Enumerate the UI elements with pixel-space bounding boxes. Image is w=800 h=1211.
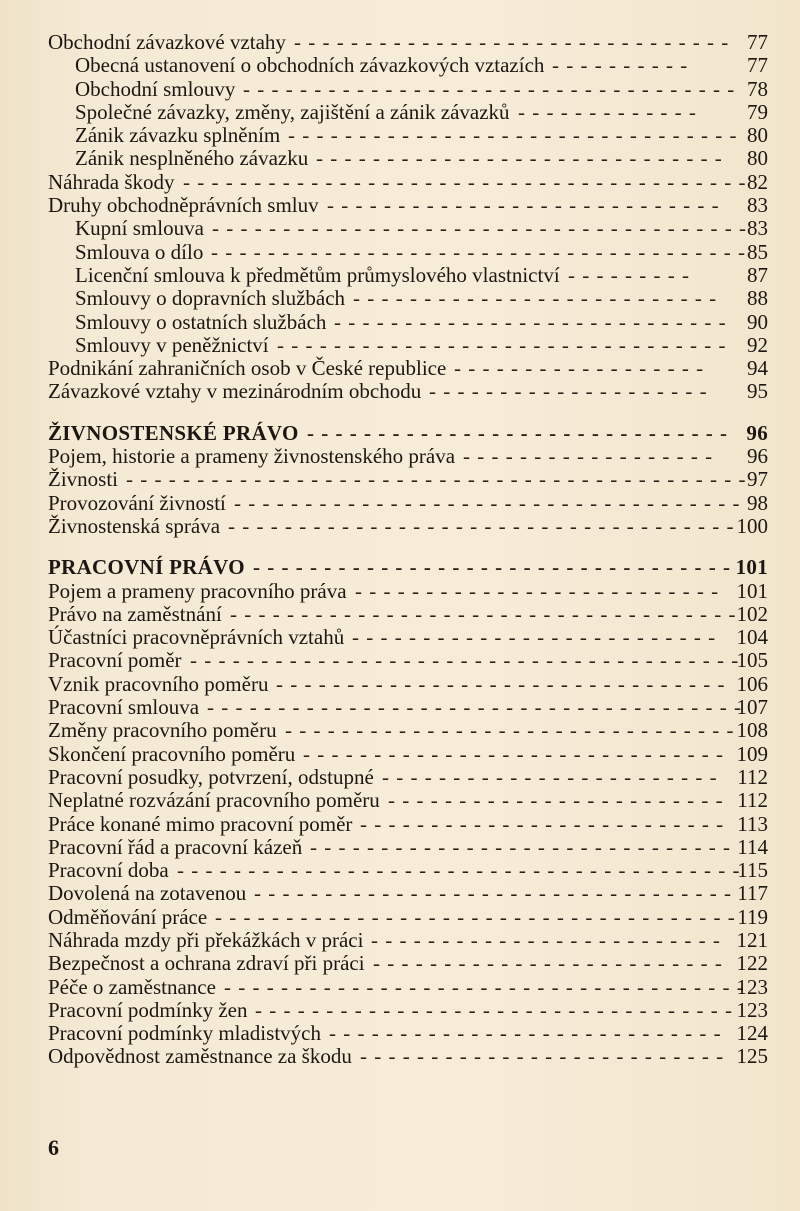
toc-entry bbox=[48, 952, 768, 975]
dash-leader: - - - - - - - - - - - - - - - - - - - - - - - - - - - - bbox=[329, 1021, 722, 1046]
toc-entry bbox=[48, 696, 768, 719]
toc-entry-title: Pojem a prameny pracovního práva bbox=[48, 578, 347, 603]
toc-entry-page: 114 bbox=[737, 834, 768, 859]
toc-entry-page: 100 bbox=[736, 513, 768, 538]
toc-entry bbox=[48, 31, 768, 54]
toc-entry-title: Zánik závazku splněním bbox=[75, 123, 281, 148]
toc-entry-page: 92 bbox=[747, 332, 768, 357]
dash-leader: - - - - - - - - - - - - - - - - - - - - - - - - - - - - - - - - - - - - - bbox=[224, 974, 745, 999]
toc-entry-page: 82 bbox=[747, 169, 768, 194]
toc-entry bbox=[48, 515, 768, 538]
toc-entry-title: Neplatné rozvázání pracovního poměru bbox=[48, 788, 380, 813]
toc-entry-title: Smlouva o dílo bbox=[75, 239, 204, 264]
toc-entry-page: 112 bbox=[737, 764, 768, 789]
toc-entry bbox=[48, 287, 768, 310]
toc-entry-page: 90 bbox=[747, 309, 768, 334]
toc-entry-title: Smlouvy o ostatních službách bbox=[75, 309, 327, 334]
toc-entry bbox=[48, 380, 768, 403]
table-of-contents bbox=[48, 31, 768, 1069]
toc-entry-title: Provozování živností bbox=[48, 490, 226, 515]
toc-entry-title: ŽIVNOSTENSKÉ PRÁVO bbox=[48, 420, 299, 445]
toc-entry-title: Účastníci pracovněprávních vztahů bbox=[48, 625, 345, 650]
toc-entry-page: 80 bbox=[747, 123, 768, 148]
toc-entry bbox=[48, 976, 768, 999]
toc-entry-page: 113 bbox=[737, 811, 768, 836]
dash-leader: - - - - - - - - - bbox=[568, 262, 690, 287]
dash-leader: - - - - - - - - - - - - - - - - - - - - - - - - - - - - - - - - bbox=[288, 123, 738, 148]
toc-entry-page: 96 bbox=[746, 420, 768, 445]
toc-entry-title: Vznik pracovního poměru bbox=[48, 671, 269, 696]
dash-leader: - - - - - - - - - - - - - - - - - - - - - - - - - - - - - - - - - - - - bbox=[230, 601, 737, 626]
toc-entry bbox=[48, 468, 768, 491]
toc-entry bbox=[48, 147, 768, 170]
toc-entry-page: 95 bbox=[747, 379, 768, 404]
toc-entry bbox=[48, 54, 768, 77]
dash-leader: - - - - - - - - - - bbox=[552, 53, 689, 78]
dash-leader: - - - - - - - - - - - - - - - - - - - - bbox=[429, 379, 708, 404]
dash-leader: - - - - - - - - - - - - - - - - - - - - - - - - - - - - - - bbox=[310, 834, 732, 859]
dash-leader: - - - - - - - - - - - - - - - - - - - - - - - - - - - - - - - - - - - - bbox=[234, 490, 741, 515]
toc-entry-title: Pracovní doba bbox=[48, 858, 169, 883]
toc-entry bbox=[48, 673, 768, 696]
toc-entry-title: Druhy obchodněprávních smluv bbox=[48, 193, 319, 218]
toc-entry-page: 79 bbox=[747, 99, 768, 124]
toc-entry-title: Podnikání zahraničních osob v České republice bbox=[48, 356, 447, 381]
toc-entry bbox=[48, 836, 768, 859]
toc-entry bbox=[48, 101, 768, 124]
dash-leader: - - - - - - - - - - - - - - - - - - - - - - - - - - - - - - - - - - - - - - bbox=[211, 239, 746, 264]
toc-entry bbox=[48, 603, 768, 626]
dash-leader: - - - - - - - - - - - - - - - - - - - - - - - - - - bbox=[353, 286, 718, 311]
toc-entry-page: 101 bbox=[736, 578, 768, 603]
toc-entry bbox=[48, 882, 768, 905]
toc-entry-page: 123 bbox=[736, 974, 768, 999]
toc-entry-page: 88 bbox=[747, 286, 768, 311]
toc-entry-title: Obchodní smlouvy bbox=[75, 76, 236, 101]
toc-entry-title: Zánik nesplněného závazku bbox=[75, 146, 309, 171]
toc-entry-title: Práce konané mimo pracovní poměr bbox=[48, 811, 353, 836]
toc-entry-title: Obchodní závazkové vztahy bbox=[48, 30, 286, 54]
toc-entry-title: Pracovní řád a pracovní kázeň bbox=[48, 834, 303, 859]
dash-leader: - - - - - - - - - - - - - - - - - - - - - - - - - - - - - - - - - - - - - - bbox=[207, 695, 742, 720]
toc-entry-page: 85 bbox=[747, 239, 768, 264]
toc-entry bbox=[48, 580, 768, 603]
toc-entry-title: Pojem, historie a prameny živnostenského práva bbox=[48, 444, 456, 469]
toc-entry-title: Náhrada škody bbox=[48, 169, 175, 194]
toc-entry-title: Dovolená na zotavenou bbox=[48, 881, 247, 906]
toc-entry-page: 115 bbox=[737, 858, 768, 883]
dash-leader: - - - - - - - - - - - - - - - - - - - - - - - - - - - - - - - - bbox=[285, 718, 735, 743]
toc-entry-title: Závazkové vztahy v mezinárodním obchodu bbox=[48, 379, 422, 404]
toc-entry-page: 77 bbox=[747, 30, 768, 54]
toc-entry-title: Živnostenská správa bbox=[48, 513, 221, 538]
dash-leader: - - - - - - - - - - - - - - - - - - - - - - - - - - - - - - - - - - - - - - - bbox=[190, 648, 740, 673]
toc-entry bbox=[48, 906, 768, 929]
dash-leader: - - - - - - - - - - - - - - - - - - - - - - - - - - - - - - - - - - - - bbox=[228, 513, 735, 538]
toc-entry-title: Skončení pracovního poměru bbox=[48, 741, 296, 766]
section-gap bbox=[48, 538, 768, 556]
toc-entry bbox=[48, 445, 768, 468]
dash-leader: - - - - - - - - - - - - - - - - - - - - - - - - - - - - - - - - - - - - - - bbox=[212, 216, 747, 241]
toc-entry-page: 112 bbox=[737, 788, 768, 813]
toc-entry bbox=[48, 311, 768, 334]
toc-entry-page: 122 bbox=[736, 951, 768, 976]
dash-leader: - - - - - - - - - - - - - - - - - - - - - - - - - - - - - - - - - - - bbox=[243, 76, 736, 101]
dash-leader: - - - - - - - - - - - - - - - - - - - - - - - - - - - - - - - - - - - - - - - - - - - - bbox=[126, 467, 747, 492]
toc-entry bbox=[48, 357, 768, 380]
toc-entry-page: 97 bbox=[747, 467, 768, 492]
toc-entry-title: Bezpečnost a ochrana zdraví při práci bbox=[48, 951, 365, 976]
toc-entry-title: Pracovní posudky, potvrzení, odstupné bbox=[48, 764, 374, 789]
toc-entry bbox=[48, 241, 768, 264]
toc-entry-page: 119 bbox=[737, 904, 768, 929]
toc-entry-page: 98 bbox=[747, 490, 768, 515]
toc-entry-page: 80 bbox=[747, 146, 768, 171]
toc-entry-title: Změny pracovního poměru bbox=[48, 718, 277, 743]
toc-entry-title: Pracovní podmínky žen bbox=[48, 997, 248, 1022]
toc-entry-page: 104 bbox=[736, 625, 768, 650]
toc-entry-title: Kupní smlouva bbox=[75, 216, 204, 241]
toc-entry bbox=[48, 78, 768, 101]
toc-entry-page: 102 bbox=[736, 601, 768, 626]
dash-leader: - - - - - - - - - - - - - - - - - - - - - - - - - - - - - bbox=[316, 146, 723, 171]
toc-entry-title: Pracovní podmínky mladistvých bbox=[48, 1021, 321, 1046]
dash-leader: - - - - - - - - - - - - - bbox=[518, 99, 697, 124]
dash-leader: - - - - - - - - - - - - - - - - - - - - - - - - - - - - - - - - bbox=[277, 332, 727, 357]
toc-entry bbox=[48, 217, 768, 240]
toc-entry-page: 78 bbox=[747, 76, 768, 101]
dash-leader: - - - - - - - - - - - - - - - - - - - - - - - - bbox=[382, 764, 718, 789]
dash-leader: - - - - - - - - - - - - - - - - - - - - - - - - - - - - - - - - - - bbox=[255, 997, 734, 1022]
toc-entry bbox=[48, 171, 768, 194]
toc-entry-page: 125 bbox=[736, 1044, 768, 1069]
toc-entry-title: Péče o zaměstnance bbox=[48, 974, 216, 999]
toc-entry-page: 96 bbox=[747, 444, 768, 469]
dash-leader: - - - - - - - - - - - - - - - - - - - - - - - - - - bbox=[355, 578, 720, 603]
toc-entry-page: 107 bbox=[736, 695, 768, 720]
dash-leader: - - - - - - - - - - - - - - - - - - - - - - - - - - bbox=[360, 811, 725, 836]
page-number: 6 bbox=[48, 1135, 59, 1160]
toc-entry-page: 83 bbox=[747, 216, 768, 241]
toc-entry-page: 106 bbox=[736, 671, 768, 696]
toc-entry-title: Smlouvy v peněžnictví bbox=[75, 332, 269, 357]
toc-entry-title: Licenční smlouva k předmětům průmyslového vlastnictví bbox=[75, 262, 560, 287]
toc-section-heading bbox=[48, 556, 768, 579]
toc-entry-page: 117 bbox=[737, 881, 768, 906]
dash-leader: - - - - - - - - - - - - - - - - - - - - - - - - - - bbox=[352, 625, 717, 650]
dash-leader: - - - - - - - - - - - - - - - - - - - - - - - - - - - - bbox=[334, 309, 727, 334]
toc-entry-title: Právo na zaměstnání bbox=[48, 601, 222, 626]
dash-leader: - - - - - - - - - - - - - - - - - - bbox=[463, 444, 714, 469]
toc-entry-page: 121 bbox=[736, 927, 768, 952]
toc-entry-page: 109 bbox=[736, 741, 768, 766]
dash-leader: - - - - - - - - - - - - - - - - - - - - - - - - - - - - - - bbox=[307, 420, 729, 445]
toc-entry bbox=[48, 649, 768, 672]
toc-entry bbox=[48, 626, 768, 649]
toc-entry-page: 123 bbox=[736, 997, 768, 1022]
dash-leader: - - - - - - - - - - - - - - - - - - - - - - - - - - - - - - bbox=[303, 741, 725, 766]
toc-entry-page: 77 bbox=[747, 53, 768, 78]
toc-entry bbox=[48, 719, 768, 742]
toc-entry bbox=[48, 743, 768, 766]
toc-entry bbox=[48, 1022, 768, 1045]
toc-entry-page: 87 bbox=[747, 262, 768, 287]
toc-entry-title: Obecná ustanovení o obchodních závazkových vztazích bbox=[75, 53, 545, 78]
toc-entry bbox=[48, 124, 768, 147]
dash-leader: - - - - - - - - - - - - - - - - - - - - - - - - - - - - - - - - - - - - - - - - bbox=[183, 169, 747, 194]
toc-entry-title: Živnosti bbox=[48, 467, 119, 492]
toc-entry-title: Náhrada mzdy při překážkách v práci bbox=[48, 927, 364, 952]
toc-entry-title: Odměňování práce bbox=[48, 904, 208, 929]
toc-entry-page: 83 bbox=[747, 193, 768, 218]
dash-leader: - - - - - - - - - - - - - - - - - - - - - - - - - - - - - - - - - - - - - bbox=[215, 904, 736, 929]
dash-leader: - - - - - - - - - - - - - - - - - - - - - - - - - - - - bbox=[327, 193, 720, 218]
section-gap bbox=[48, 404, 768, 422]
toc-entry-title: Pracovní poměr bbox=[48, 648, 182, 673]
dash-leader: - - - - - - - - - - - - - - - - - - - - - - - - - bbox=[373, 951, 723, 976]
toc-entry-page: 94 bbox=[747, 356, 768, 381]
toc-entry bbox=[48, 492, 768, 515]
dash-leader: - - - - - - - - - - - - - - - - - - - - - - - - - - bbox=[360, 1044, 725, 1069]
toc-entry-title: Pracovní smlouva bbox=[48, 695, 200, 720]
dash-leader: - - - - - - - - - - - - - - - - - - - - - - - - - - - - - - - - - - - - - - - - bbox=[177, 858, 741, 883]
toc-entry-title: PRACOVNÍ PRÁVO bbox=[48, 555, 245, 580]
dash-leader: - - - - - - - - - - - - - - - - - - - - - - - - - - - - - - - bbox=[294, 30, 730, 54]
toc-entry bbox=[48, 334, 768, 357]
dash-leader: - - - - - - - - - - - - - - - - - - - - - - - - - - - - - - - - bbox=[276, 671, 726, 696]
dash-leader: - - - - - - - - - - - - - - - - - - - - - - - - - - - - - - - - - - bbox=[254, 881, 733, 906]
dash-leader: - - - - - - - - - - - - - - - - - - - - - - - - - - - - - - - - - - bbox=[253, 555, 732, 580]
toc-entry bbox=[48, 929, 768, 952]
toc-entry bbox=[48, 766, 768, 789]
toc-entry-page: 108 bbox=[736, 718, 768, 743]
toc-entry-page: 124 bbox=[736, 1021, 768, 1046]
toc-entry bbox=[48, 789, 768, 812]
toc-entry bbox=[48, 813, 768, 836]
dash-leader: - - - - - - - - - - - - - - - - - - - - - - - - - bbox=[371, 927, 721, 952]
toc-entry-title: Společné závazky, změny, zajištění a zánik závazků bbox=[75, 99, 510, 124]
toc-entry-title: Odpovědnost zaměstnance za škodu bbox=[48, 1044, 352, 1069]
toc-entry-page: 105 bbox=[736, 648, 768, 673]
toc-entry bbox=[48, 194, 768, 217]
dash-leader: - - - - - - - - - - - - - - - - - - bbox=[454, 356, 705, 381]
toc-entry bbox=[48, 1045, 768, 1068]
toc-entry bbox=[48, 264, 768, 287]
toc-entry bbox=[48, 859, 768, 882]
dash-leader: - - - - - - - - - - - - - - - - - - - - - - - - bbox=[388, 788, 724, 813]
toc-entry-page: 101 bbox=[735, 555, 768, 580]
toc-entry bbox=[48, 999, 768, 1022]
toc-entry-title: Smlouvy o dopravních službách bbox=[75, 286, 346, 311]
toc-section-heading bbox=[48, 422, 768, 445]
